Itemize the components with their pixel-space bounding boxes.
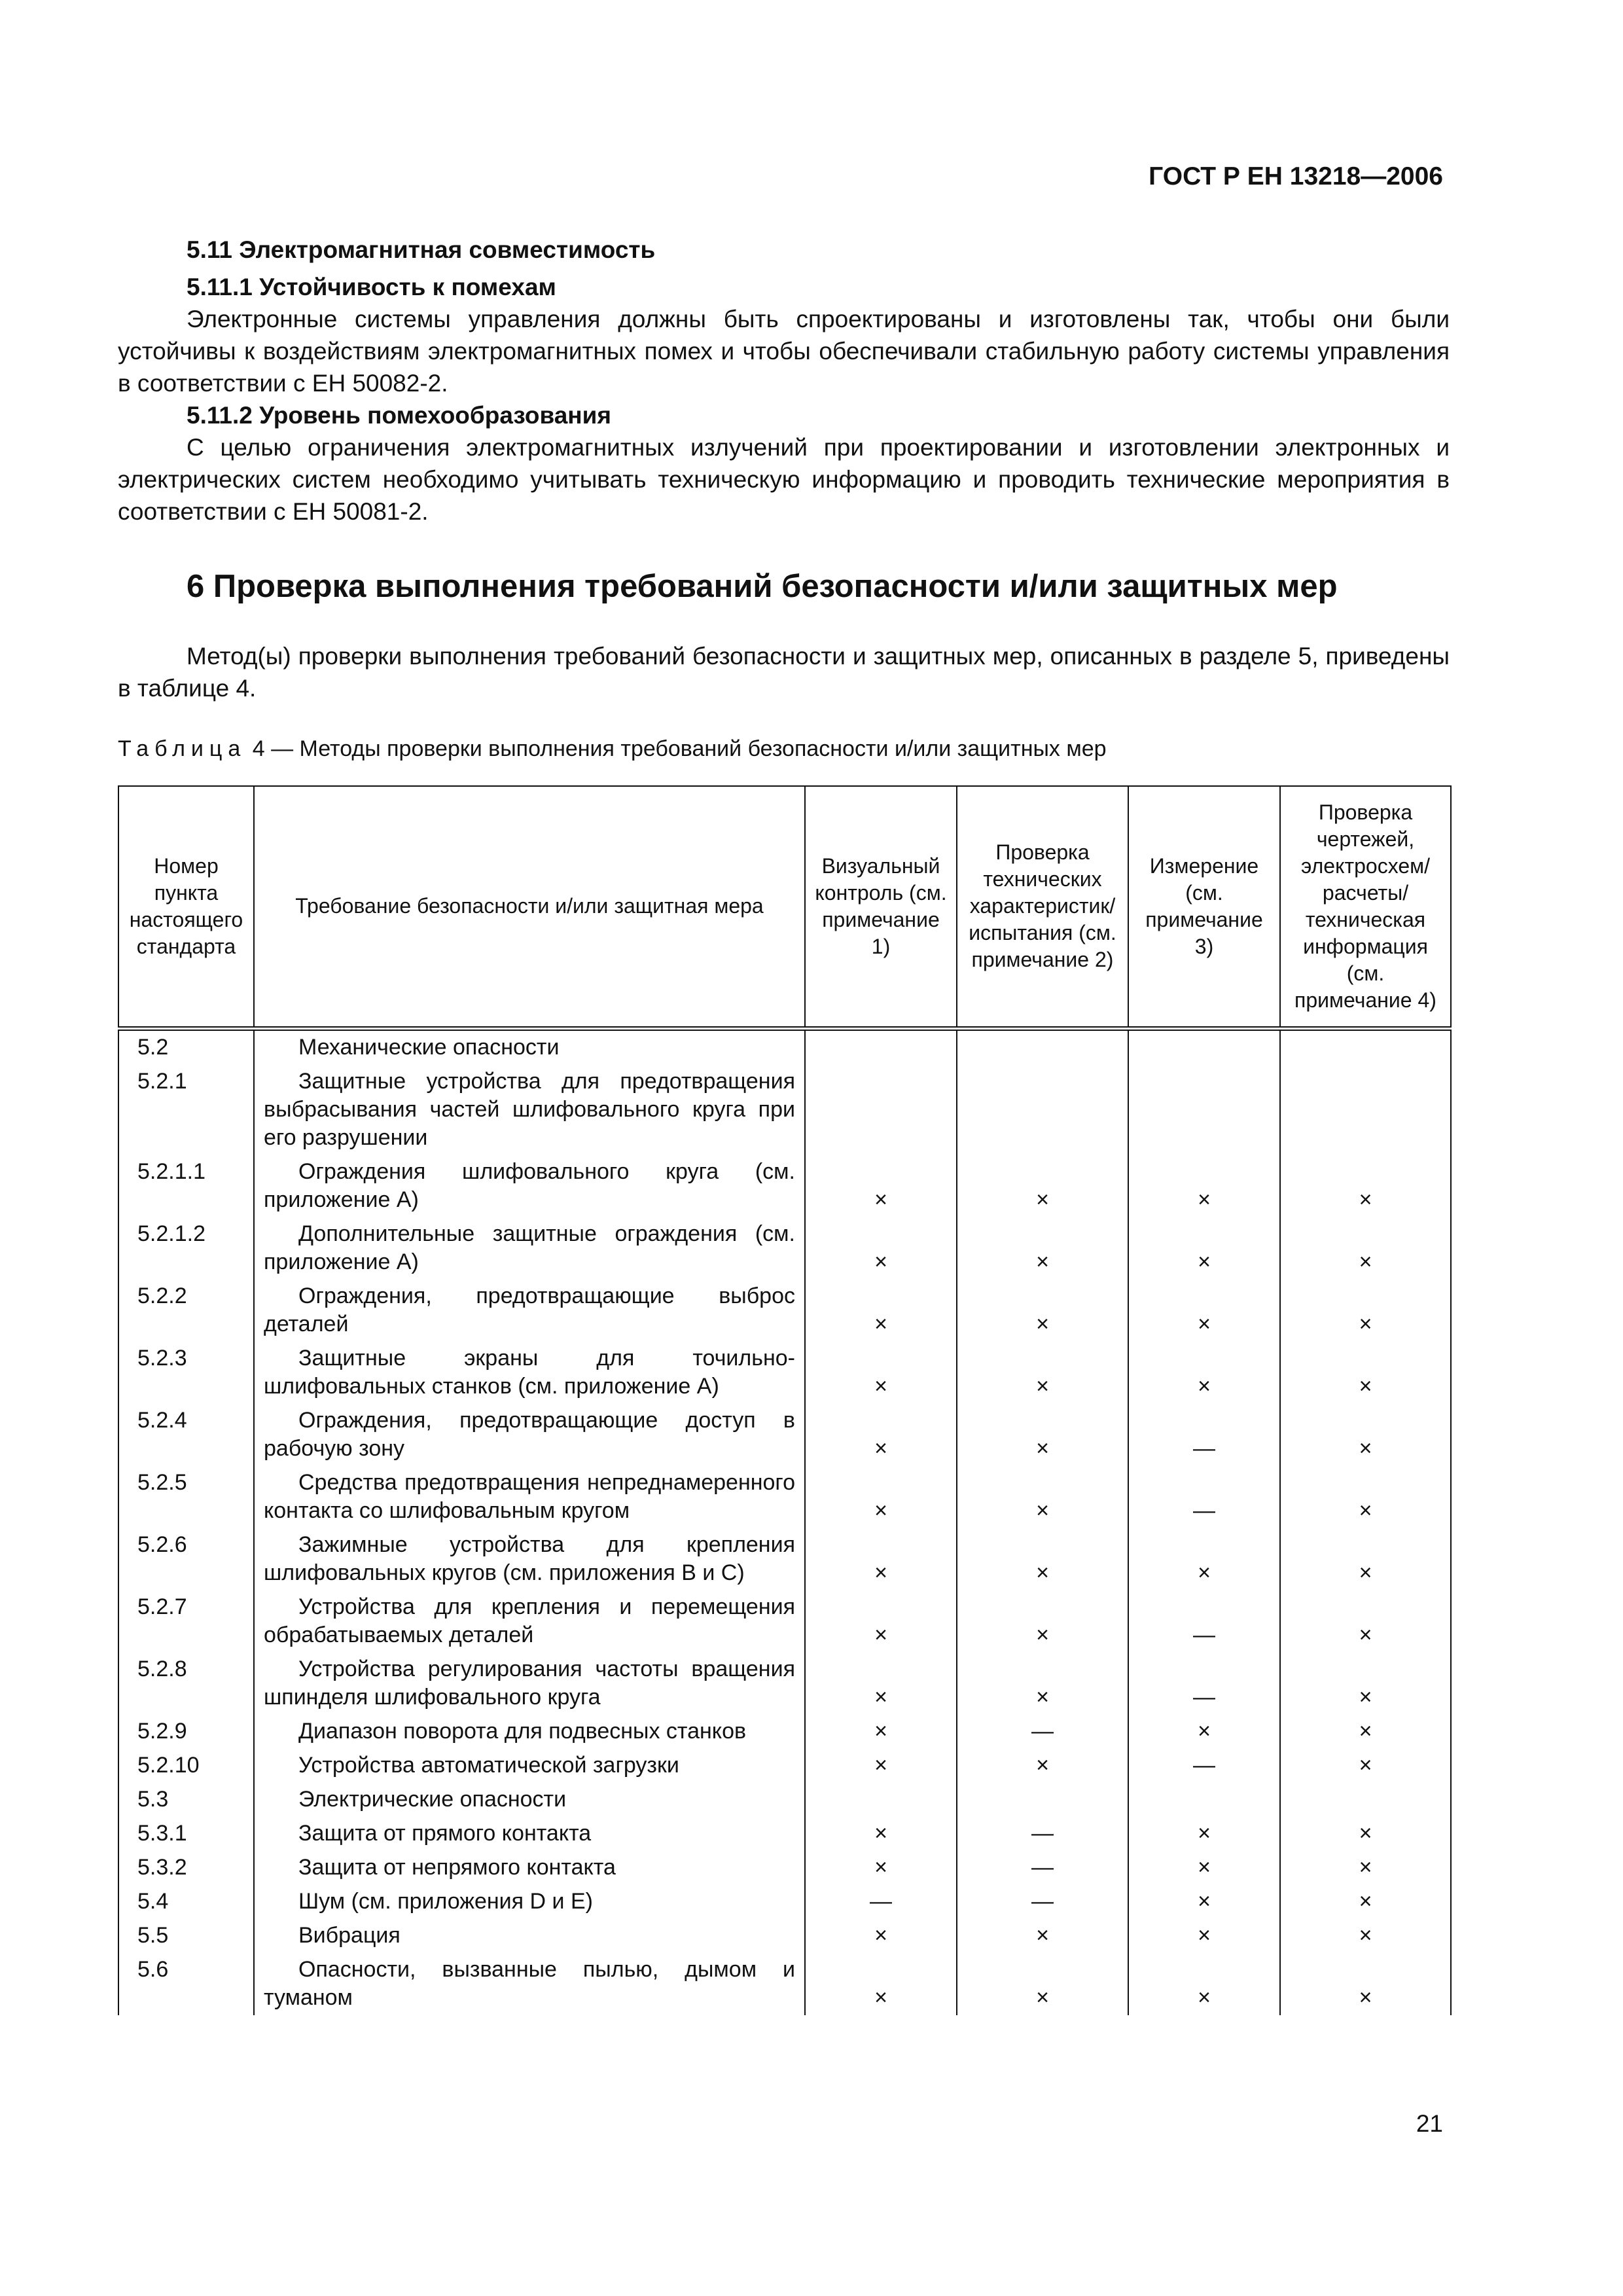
row-requirement-text: Опасности, вызванные пылью, дымом и туманом — [264, 1956, 795, 2010]
header-specs-check: Проверка технических характеристик/ испытания (см. примечание 2) — [957, 786, 1128, 1028]
row-clause-number: 5.2.1 — [118, 1065, 254, 1155]
row-specs-mark: × — [957, 1466, 1128, 1528]
row-requirement-text: Ограждения, предотвращающие доступ в рабочую зону — [264, 1407, 795, 1461]
row-clause-number: 5.6 — [118, 1953, 254, 2015]
row-requirement-text: Устройства регулирования частоты вращения шпинделя шлифовального круга — [264, 1656, 795, 1710]
row-requirement — [254, 1851, 805, 1885]
row-requirement-text: Защитные устройства для предотвращения выбрасывания частей шлифовального круга при его разрушении — [264, 1068, 795, 1150]
table-row — [118, 1749, 1451, 1783]
row-visual-mark: × — [805, 1217, 957, 1280]
row-visual-mark — [805, 1065, 957, 1155]
row-visual-mark: × — [805, 1817, 957, 1851]
row-requirement-text: Шум (см. приложения D и Е) — [298, 1888, 593, 1914]
row-visual-mark: × — [805, 1653, 957, 1715]
row-clause-number: 5.2 — [118, 1028, 254, 1065]
row-drawings-mark: × — [1280, 1155, 1451, 1217]
row-measure-mark — [1128, 1783, 1280, 1817]
row-visual-mark: × — [805, 1749, 957, 1783]
row-specs-mark: — — [957, 1715, 1128, 1749]
table-caption-text: 4 — Методы проверки выполнения требований безопасности и/или защитных мер — [246, 736, 1107, 761]
row-requirement — [254, 1155, 805, 1217]
row-measure-mark: × — [1128, 1919, 1280, 1953]
row-specs-mark: × — [957, 1217, 1128, 1280]
row-requirement-text: Дополнительные защитные ограждения (см. приложение А) — [264, 1221, 795, 1274]
row-measure-mark: × — [1128, 1528, 1280, 1590]
document-id: ГОСТ Р ЕН 13218—2006 — [1149, 162, 1443, 190]
row-requirement — [254, 1715, 805, 1749]
row-specs-mark: × — [957, 1590, 1128, 1653]
header-visual-check: Визуальный контроль (см. примечание 1) — [805, 786, 957, 1028]
row-visual-mark: × — [805, 1590, 957, 1653]
table-row — [118, 1953, 1451, 2015]
row-visual-mark — [805, 1028, 957, 1065]
row-measure-mark: — — [1128, 1653, 1280, 1715]
row-measure-mark: × — [1128, 1953, 1280, 2015]
row-requirement — [254, 1653, 805, 1715]
row-measure-mark — [1128, 1028, 1280, 1065]
row-clause-number: 5.2.1.2 — [118, 1217, 254, 1280]
row-measure-mark: — — [1128, 1404, 1280, 1466]
table-row — [118, 1715, 1451, 1749]
table-row — [118, 1466, 1451, 1528]
row-measure-mark: — — [1128, 1749, 1280, 1783]
table-row — [118, 1342, 1451, 1404]
row-visual-mark: × — [805, 1466, 957, 1528]
row-visual-mark: × — [805, 1851, 957, 1885]
row-drawings-mark: × — [1280, 1217, 1451, 1280]
page-number: 21 — [1416, 2110, 1443, 2137]
table-header — [118, 786, 1451, 1028]
row-requirement-text: Ограждения, предотвращающие выброс деталей — [264, 1283, 795, 1336]
row-requirement — [254, 1065, 805, 1155]
table-row — [118, 1280, 1451, 1342]
table-row — [118, 1028, 1451, 1065]
row-visual-mark: × — [805, 1280, 957, 1342]
table-caption — [118, 736, 1107, 762]
table-row — [118, 1653, 1451, 1715]
header-clause-number: Номер пункта настоящего стандарта — [118, 786, 254, 1028]
row-specs-mark: × — [957, 1919, 1128, 1953]
row-clause-number: 5.3 — [118, 1783, 254, 1817]
row-specs-mark: — — [957, 1851, 1128, 1885]
row-requirement — [254, 1885, 805, 1919]
row-specs-mark — [957, 1028, 1128, 1065]
row-requirement — [254, 1528, 805, 1590]
row-requirement — [254, 1404, 805, 1466]
row-requirement — [254, 1953, 805, 2015]
table-row — [118, 1528, 1451, 1590]
paragraph-5-11-2: С целью ограничения электромагнитных излучений при проектировании и изготовлении электронных и электрических систем необходимо учитывать техническую информацию и проводить технические мероприятия в соответствии с ЕН 50081-2. — [118, 434, 1450, 525]
table-body — [118, 1028, 1451, 2015]
table-row — [118, 1817, 1451, 1851]
header-drawings-check: Проверка чертежей, электросхем/ расчеты/ техническая информация (см. примечание 4) — [1280, 786, 1451, 1028]
row-specs-mark: × — [957, 1155, 1128, 1217]
row-clause-number: 5.2.7 — [118, 1590, 254, 1653]
row-visual-mark: — — [805, 1885, 957, 1919]
row-drawings-mark: × — [1280, 1404, 1451, 1466]
row-requirement-text: Устройства автоматической загрузки — [298, 1752, 679, 1778]
row-specs-mark: — — [957, 1885, 1128, 1919]
header-measurement: Измерение (см. примечание 3) — [1128, 786, 1280, 1028]
row-clause-number: 5.2.3 — [118, 1342, 254, 1404]
row-visual-mark: × — [805, 1528, 957, 1590]
row-requirement — [254, 1783, 805, 1817]
row-requirement-text: Электрические опасности — [298, 1786, 567, 1812]
row-drawings-mark: × — [1280, 1342, 1451, 1404]
row-requirement — [254, 1749, 805, 1783]
row-drawings-mark: × — [1280, 1749, 1451, 1783]
row-clause-number: 5.2.1.1 — [118, 1155, 254, 1217]
row-drawings-mark: × — [1280, 1590, 1451, 1653]
table-row — [118, 1155, 1451, 1217]
table-row — [118, 1783, 1451, 1817]
row-requirement — [254, 1919, 805, 1953]
row-visual-mark: × — [805, 1919, 957, 1953]
row-drawings-mark — [1280, 1028, 1451, 1065]
row-specs-mark: × — [957, 1953, 1128, 2015]
table-row — [118, 1217, 1451, 1280]
header-requirement: Требование безопасности и/или защитная мера — [254, 786, 805, 1028]
row-measure-mark: × — [1128, 1155, 1280, 1217]
row-requirement — [254, 1280, 805, 1342]
row-clause-number: 5.2.8 — [118, 1653, 254, 1715]
row-drawings-mark: × — [1280, 1280, 1451, 1342]
row-requirement — [254, 1590, 805, 1653]
paragraph-6-intro: Метод(ы) проверки выполнения требований безопасности и защитных мер, описанных в разделе 5, приведены в таблице 4. — [118, 643, 1450, 702]
row-drawings-mark: × — [1280, 1885, 1451, 1919]
row-requirement-text: Устройства для крепления и перемещения обрабатываемых деталей — [264, 1594, 795, 1647]
row-measure-mark: × — [1128, 1885, 1280, 1919]
row-requirement-text: Защита от непрямого контакта — [298, 1854, 616, 1880]
row-clause-number: 5.4 — [118, 1885, 254, 1919]
row-clause-number: 5.2.4 — [118, 1404, 254, 1466]
row-requirement — [254, 1028, 805, 1065]
row-specs-mark: × — [957, 1342, 1128, 1404]
row-specs-mark: × — [957, 1749, 1128, 1783]
row-measure-mark: × — [1128, 1342, 1280, 1404]
heading-5-11: 5.11 Электромагнитная совместимость — [187, 236, 656, 263]
row-measure-mark: × — [1128, 1715, 1280, 1749]
row-clause-number: 5.5 — [118, 1919, 254, 1953]
row-specs-mark: — — [957, 1817, 1128, 1851]
row-drawings-mark: × — [1280, 1817, 1451, 1851]
row-visual-mark: × — [805, 1155, 957, 1217]
table-row — [118, 1590, 1451, 1653]
row-drawings-mark: × — [1280, 1653, 1451, 1715]
section-6-intro — [118, 640, 1450, 704]
table-header-row — [118, 786, 1451, 1028]
row-requirement — [254, 1817, 805, 1851]
row-requirement-text: Зажимные устройства для крепления шлифовальных кругов (см. приложения В и С) — [264, 1532, 795, 1585]
row-clause-number: 5.2.10 — [118, 1749, 254, 1783]
row-drawings-mark: × — [1280, 1919, 1451, 1953]
row-specs-mark: × — [957, 1280, 1128, 1342]
row-requirement — [254, 1466, 805, 1528]
row-drawings-mark: × — [1280, 1851, 1451, 1885]
row-requirement — [254, 1217, 805, 1280]
section-6-title: 6 Проверка выполнения требований безопасности и/или защитных мер — [187, 569, 1338, 604]
row-requirement-text: Средства предотвращения непреднамеренного контакта со шлифовальным кругом — [264, 1469, 795, 1523]
table-row — [118, 1919, 1451, 1953]
row-measure-mark: — — [1128, 1590, 1280, 1653]
row-measure-mark: × — [1128, 1851, 1280, 1885]
row-visual-mark: × — [805, 1342, 957, 1404]
row-measure-mark: × — [1128, 1280, 1280, 1342]
row-visual-mark: × — [805, 1953, 957, 2015]
row-drawings-mark: × — [1280, 1528, 1451, 1590]
row-requirement-text: Защитные экраны для точильно-шлифовальных станков (см. приложение А) — [264, 1345, 795, 1399]
row-requirement — [254, 1342, 805, 1404]
row-measure-mark: × — [1128, 1217, 1280, 1280]
row-measure-mark: — — [1128, 1466, 1280, 1528]
row-drawings-mark: × — [1280, 1466, 1451, 1528]
row-clause-number: 5.3.1 — [118, 1817, 254, 1851]
paragraph-5-11-1: Электронные системы управления должны быть спроектированы и изготовлены так, чтобы они были устойчивы к воздействиям электромагнитных помех и чтобы обеспечивали стабильную работу системы управления в соответствии с ЕН 50082-2. — [118, 306, 1450, 397]
row-requirement-text: Диапазон поворота для подвесных станков — [298, 1718, 747, 1744]
row-specs-mark: × — [957, 1404, 1128, 1466]
row-requirement-text: Вибрация — [298, 1922, 401, 1948]
row-drawings-mark — [1280, 1783, 1451, 1817]
row-requirement-text: Ограждения шлифовального круга (см. приложение А) — [264, 1158, 795, 1212]
row-visual-mark: × — [805, 1715, 957, 1749]
table-row — [118, 1404, 1451, 1466]
row-clause-number: 5.3.2 — [118, 1851, 254, 1885]
row-drawings-mark — [1280, 1065, 1451, 1155]
row-requirement-text: Защита от прямого контакта — [298, 1820, 592, 1846]
row-clause-number: 5.2.2 — [118, 1280, 254, 1342]
row-visual-mark — [805, 1783, 957, 1817]
row-specs-mark — [957, 1783, 1128, 1817]
table-caption-word: Таблица — [118, 736, 247, 761]
section-5-11 — [118, 234, 1450, 528]
row-specs-mark — [957, 1065, 1128, 1155]
row-specs-mark: × — [957, 1528, 1128, 1590]
row-visual-mark: × — [805, 1404, 957, 1466]
verification-table — [118, 785, 1452, 2015]
row-measure-mark — [1128, 1065, 1280, 1155]
table-row — [118, 1065, 1451, 1155]
row-clause-number: 5.2.6 — [118, 1528, 254, 1590]
row-clause-number: 5.2.5 — [118, 1466, 254, 1528]
heading-5-11-2: 5.11.2 Уровень помехообразования — [187, 402, 611, 429]
row-measure-mark: × — [1128, 1817, 1280, 1851]
row-drawings-mark: × — [1280, 1715, 1451, 1749]
row-requirement-text: Механические опасности — [298, 1034, 560, 1060]
row-specs-mark: × — [957, 1653, 1128, 1715]
table-row — [118, 1885, 1451, 1919]
table-row — [118, 1851, 1451, 1885]
heading-5-11-1: 5.11.1 Устойчивость к помехам — [187, 274, 556, 300]
row-clause-number: 5.2.9 — [118, 1715, 254, 1749]
row-drawings-mark: × — [1280, 1953, 1451, 2015]
